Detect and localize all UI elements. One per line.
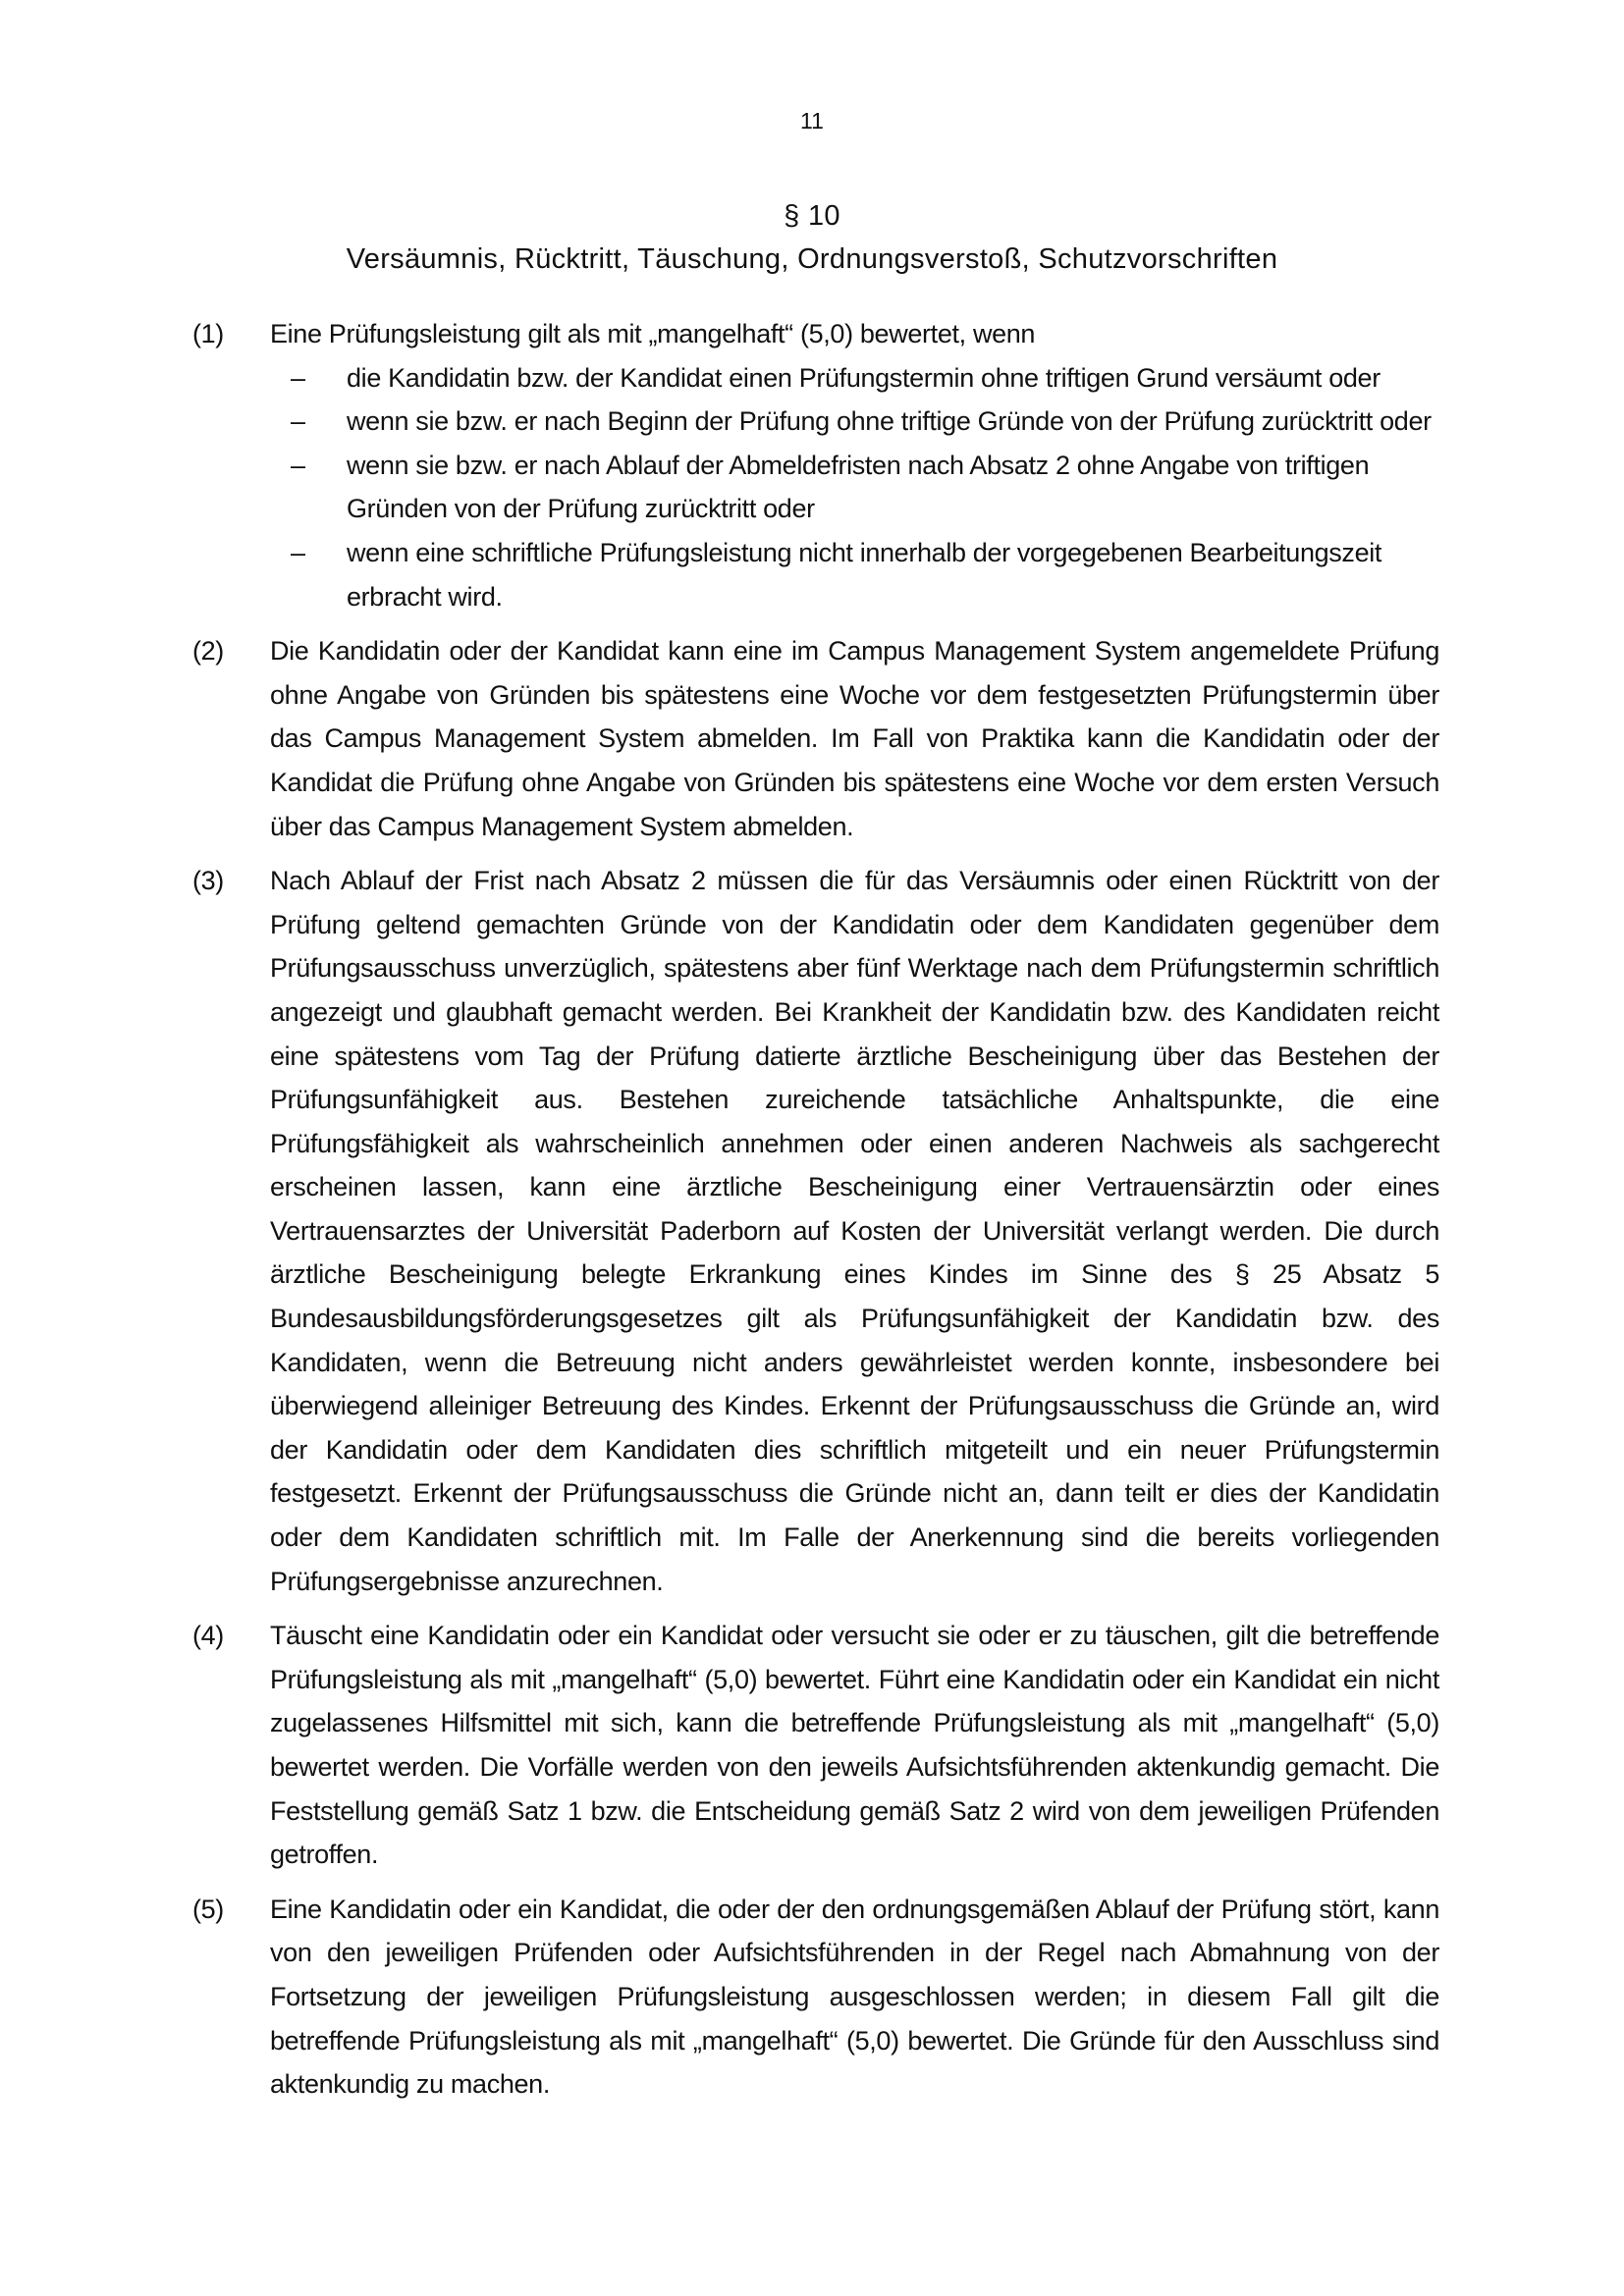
- paragraph-4: [192, 1614, 1439, 1877]
- section-heading: [0, 194, 1624, 281]
- paragraph-body: [270, 312, 1439, 618]
- paragraph-text: Eine Kandidatin oder ein Kandidat, die oder der den ordnungsgemäßen Ablauf der Prüfung stört, kann von den jeweiligen Prüfenden oder Aufsichtsführenden in der Regel nach Abmahnung von der Fortsetzung der jeweiligen Prüfungsleistung ausgeschlossen werden; in diesem Fall gilt die betreffende Prüfungsleistung als mit „mangelhaft“ (5,0) bewertet. Die Gründe für den Ausschluss sind aktenkundig zu machen.: [270, 1894, 1439, 2100]
- list-item-text: wenn sie bzw. er nach Ablauf der Abmeldefristen nach Absatz 2 ohne Angabe von triftigen Gründen von der Prüfung zurücktritt oder: [347, 450, 1370, 524]
- paragraph-number: (2): [192, 636, 224, 667]
- section-number: § 10: [784, 200, 840, 232]
- dash-marker: –: [291, 362, 305, 393]
- dash-marker: –: [291, 406, 305, 437]
- document-body: [192, 312, 1439, 2117]
- paragraph-number: (5): [192, 1894, 224, 1924]
- dash-marker: –: [291, 537, 305, 567]
- list-item: [270, 444, 1439, 531]
- paragraph-text: Die Kandidatin oder der Kandidat kann eine im Campus Management System angemeldete Prüfung ohne Angabe von Gründen bis spätestens eine Woche vor dem festgesetzten Prüfungstermin über das Campus Management System abmelden. Im Fall von Praktika kann die Kandidatin oder der Kandidat die Prüfung ohne Angabe von Gründen bis spätestens eine Woche vor dem ersten Versuch über das Campus Management System abmelden.: [270, 636, 1439, 841]
- list-item: [270, 400, 1439, 444]
- paragraph-number: (3): [192, 866, 224, 896]
- list-item-text: wenn sie bzw. er nach Beginn der Prüfung ohne triftige Gründe von der Prüfung zurücktritt oder: [347, 406, 1432, 437]
- paragraph-number: (4): [192, 1621, 224, 1651]
- paragraph-text: Eine Prüfungsleistung gilt als mit „mangelhaft“ (5,0) bewertet, wenn: [270, 319, 1036, 348]
- list-item: [270, 531, 1439, 618]
- paragraph-number: (1): [192, 319, 224, 348]
- list-item-text: wenn eine schriftliche Prüfungsleistung nicht innerhalb der vorgegebenen Bearbeitungszeit erbracht wird.: [347, 537, 1382, 612]
- list-item-text: die Kandidatin bzw. der Kandidat einen Prüfungstermin ohne triftigen Grund versäumt oder: [347, 362, 1380, 393]
- section-title: Versäumnis, Rücktritt, Täuschung, Ordnungsverstoß, Schutzvorschriften: [346, 243, 1278, 275]
- paragraph-3: [192, 859, 1439, 1603]
- paragraph-text: Täuscht eine Kandidatin oder ein Kandidat oder versucht sie oder er zu täuschen, gilt die betreffende Prüfungsleistung als mit „mangelhaft“ (5,0) bewertet. Führt eine Kandidatin oder ein Kandidat ein nicht zugelassenes Hilfsmittel mit sich, kann die betreffende Prüfungsleistung als mit „mangelhaft“ (5,0) bewertet werden. Die Vorfälle werden von den jeweils Aufsichtsführenden aktenkundig gemacht. Die Feststellung gemäß Satz 1 bzw. die Entscheidung gemäß Satz 2 wird von dem jeweiligen Prüfenden getroffen.: [270, 1621, 1439, 1870]
- list-item: [270, 356, 1439, 400]
- page-number: 11: [800, 108, 824, 133]
- condition-list: [270, 356, 1439, 619]
- paragraph-2: [192, 629, 1439, 848]
- paragraph-text: Nach Ablauf der Frist nach Absatz 2 müssen die für das Versäumnis oder einen Rücktritt von der Prüfung geltend gemachten Gründe von der Kandidatin oder dem Kandidaten gegenüber dem Prüfungsausschuss unverzüglich, spätestens aber fünf Werktage nach dem Prüfungstermin schriftlich angezeigt und glaubhaft gemacht werden. Bei Krankheit der Kandidatin bzw. des Kandidaten reicht eine spätestens vom Tag der Prüfung datierte ärztliche Bescheinigung über das Bestehen der Prüfungsunfähigkeit aus. Bestehen zureichende tatsächliche Anhaltspunkte, die eine Prüfungsfähigkeit als wahrscheinlich annehmen oder einen anderen Nachweis als sachgerecht erscheinen lassen, kann eine ärztliche Bescheinigung einer Vertrauensärztin oder eines Vertrauensarztes der Universität Paderborn auf Kosten der Universität verlangt werden. Die durch ärztliche Bescheinigung belegte Erkrankung eines Kindes im Sinne des § 25 Absatz 5 Bundesausbildungsförderungsgesetzes gilt als Prüfungsunfähigkeit der Kandidatin bzw. des Kandidaten, wenn die Betreuung nicht anders gewährleistet werden konnte, insbesondere bei überwiegend alleiniger Betreuung des Kindes. Erkennt der Prüfungsausschuss die Gründe an, wird der Kandidatin oder dem Kandidaten dies schriftlich mitgeteilt und ein neuer Prüfungstermin festgesetzt. Erkennt der Prüfungsausschuss die Gründe nicht an, dann teilt er dies der Kandidatin oder dem Kandidaten schriftlich mit. Im Falle der Anerkennung sind die bereits vorliegenden Prüfungsergebnisse anzurechnen.: [270, 866, 1439, 1596]
- dash-marker: –: [291, 450, 305, 480]
- paragraph-1: [192, 312, 1439, 618]
- paragraph-5: [192, 1888, 1439, 2107]
